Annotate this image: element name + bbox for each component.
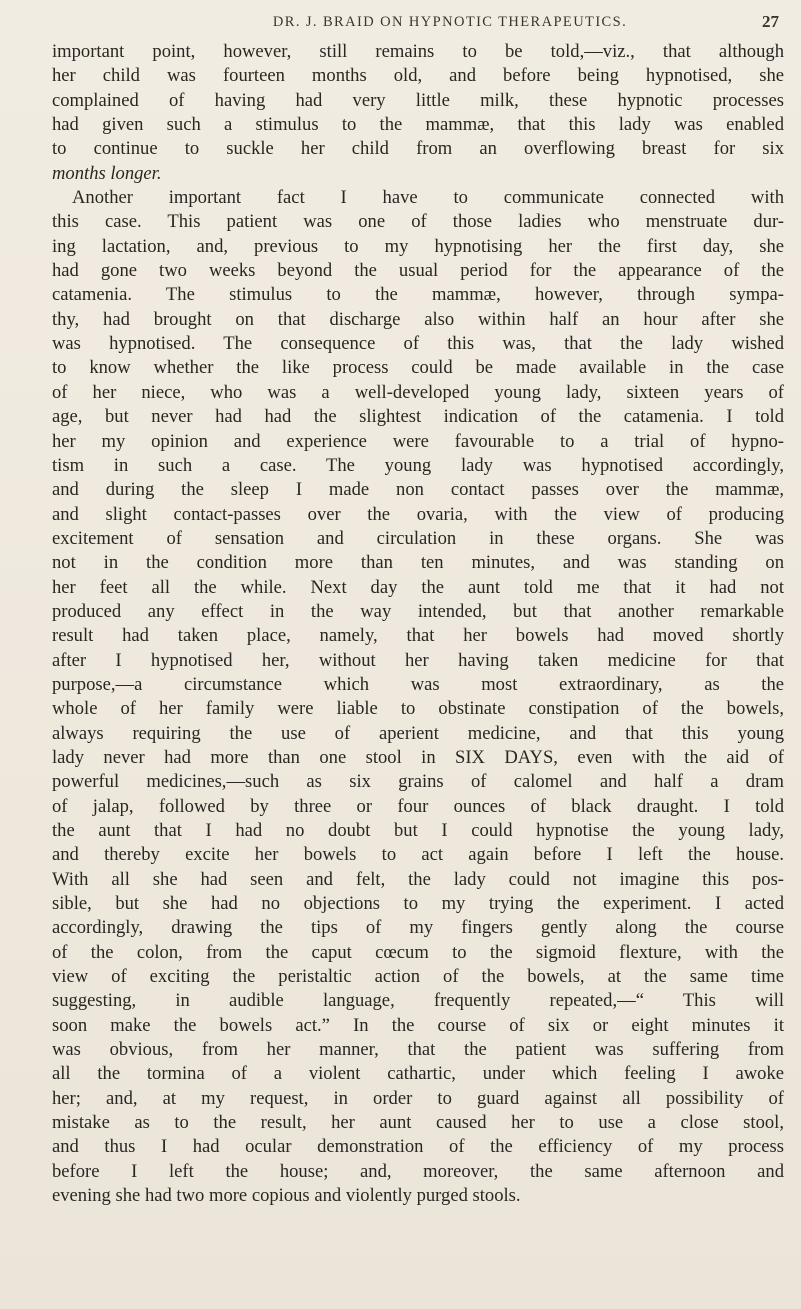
text-line: produced any effect in the way intended, but that another remarkable (52, 600, 784, 622)
text-line: all the tormina of a violent cathartic, under which feeling I awoke (52, 1063, 784, 1085)
text-line: was hypnotised. The consequence of this was, that the lady wished (52, 333, 784, 355)
text-line: not in the condition more than ten minutes, and was standing on (52, 552, 784, 574)
text-line: result had taken place, namely, that her bowels had moved shortly (52, 625, 784, 647)
page-number: 27 (762, 12, 779, 31)
text-line: sible, but she had no objections to my trying the experiment. I acted (52, 893, 784, 915)
text-line: the aunt that I had no doubt but I could hypnotise the young lady, (52, 820, 784, 841)
text-line: ing lactation, and, previous to my hypnotising her the first day, she (52, 235, 784, 257)
text-line: her my opinion and experience were favourable to a trial of hypno- (52, 430, 784, 452)
text-line: soon make the bowels act.” In the course of six or eight minutes it (52, 1014, 784, 1036)
text-line: and thereby excite her bowels to act again before I left the house. (52, 844, 784, 866)
text-line: With all she had seen and felt, the lady could not imagine this pos- (52, 868, 784, 890)
text-line: accordingly, drawing the tips of my fingers gently along the course (52, 917, 784, 939)
text-line: purpose,—a circumstance which was most extraordinary, as the (52, 673, 784, 695)
text-line: before I left the house; and, moreover, the same afternoon and (52, 1160, 784, 1182)
text-line: months longer. (52, 162, 162, 184)
text-line: view of exciting the peristaltic action of the bowels, at the same time (52, 966, 784, 988)
text-line: suggesting, in audible language, frequently repeated,—“ This will (52, 990, 784, 1012)
text-line: evening she had two more copious and violently purged stools. (52, 1185, 521, 1207)
text-line: catamenia. The stimulus to the mammæ, however, through sympa- (52, 284, 784, 306)
text-line: this case. This patient was one of those ladies who menstruate dur- (52, 211, 784, 233)
text-line: of her niece, who was a well-developed young lady, sixteen years of (52, 381, 784, 403)
text-line: of jalap, followed by three or four ounces of black draught. I told (52, 795, 784, 817)
text-line: to continue to suckle her child from an overflowing breast for six (52, 138, 784, 160)
text-line: and thus I had ocular demonstration of the efficiency of my process (52, 1136, 784, 1158)
text-line: excitement of sensation and circulation in these organs. She was (52, 527, 784, 549)
text-line: after I hypnotised her, without her having taken medicine for that (52, 649, 784, 671)
text-line: thy, had brought on that discharge also within half an hour after she (52, 308, 784, 330)
text-line: powerful medicines,—such as six grains of calomel and half a dram (52, 771, 784, 793)
text-line: was obvious, from her manner, that the patient was suffering from (52, 1039, 784, 1061)
running-head (0, 14, 801, 36)
text-line: and slight contact-passes over the ovaria, with the view of producing (52, 503, 784, 525)
text-line: age, but never had had the slightest indication of the catamenia. I told (52, 406, 784, 428)
text-line: her feet all the while. Next day the aunt told me that it had not (52, 576, 784, 598)
text-line: had gone two weeks beyond the usual period for the appearance of the (52, 260, 784, 282)
text-line: important point, however, still remains to be told,—viz., that although (52, 41, 784, 62)
text-line: tism in such a case. The young lady was hypnotised accordingly, (52, 454, 784, 476)
text-line: mistake as to the result, her aunt caused her to use a close stool, (52, 1112, 784, 1134)
text-line: always requiring the use of aperient medicine, and that this young (52, 722, 784, 744)
text-line: complained of having had very little milk, these hypnotic processes (52, 89, 784, 111)
text-line: and during the sleep I made non contact passes over the mammæ, (52, 479, 784, 501)
text-line: lady never had more than one stool in SIX DAYS, even with the aid of (52, 746, 784, 768)
text-line: whole of her family were liable to obstinate constipation of the bowels, (52, 698, 784, 720)
text-line: had given such a stimulus to the mammæ, that this lady was enabled (52, 114, 784, 136)
text-line: her; and, at my request, in order to guard against all possibility of (52, 1087, 784, 1109)
text-line: her child was fourteen months old, and before being hypnotised, she (52, 65, 784, 87)
text-line: of the colon, from the caput cœcum to the sigmoid flexture, with the (52, 941, 784, 963)
running-title: DR. J. BRAID ON HYPNOTIC THERAPEUTICS. (272, 14, 628, 30)
text-line: to know whether the like process could be made available in the case (52, 357, 784, 379)
body-text (52, 40, 784, 1300)
text-line: Another important fact I have to communicate connected with (72, 187, 784, 209)
